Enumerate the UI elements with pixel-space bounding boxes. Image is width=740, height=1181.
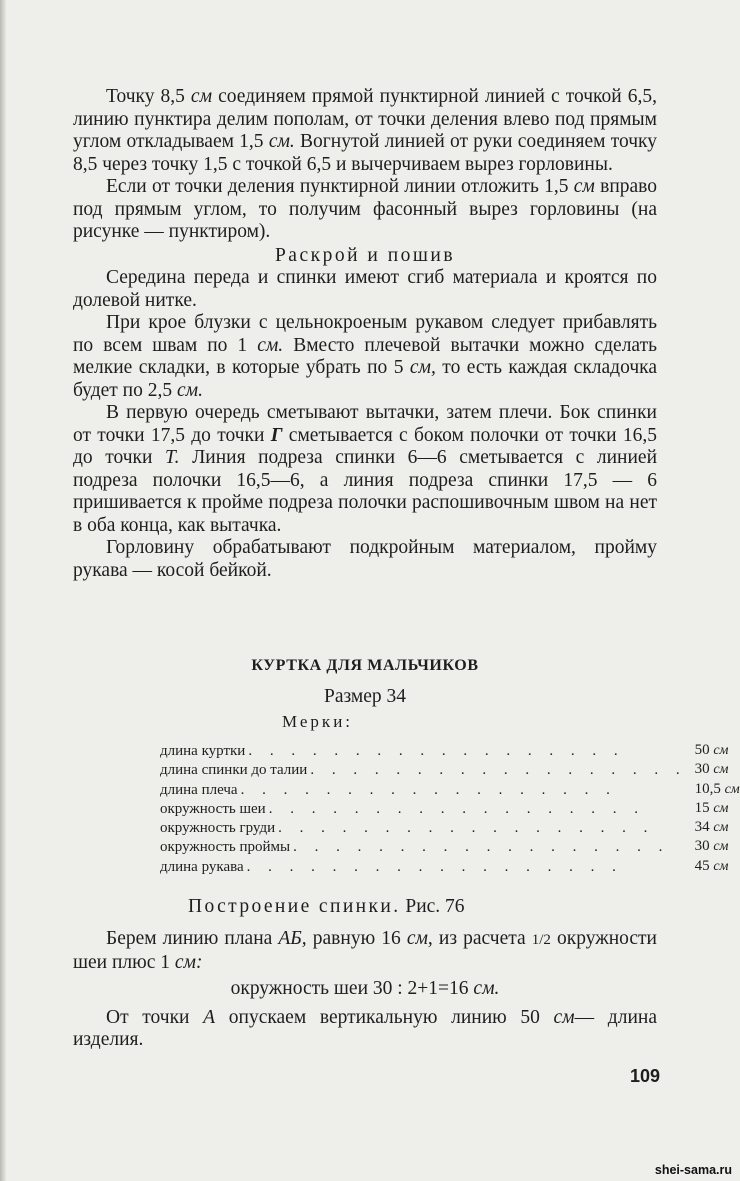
measure-label: длина рукава [160, 859, 247, 875]
measure-unit: см [713, 858, 729, 874]
measure-value: 50 [694, 742, 710, 758]
paragraph-seam-allowance: При крое блузки с цельнокроеным рукавом следует прибавлять по всем швам по 1 см. Вместо плечевой вытачки можно сделать мелкие складки, в которые убрать по 5 см, то есть каждая складочка будет по 2,5 см. [73, 312, 657, 401]
paragraph-fancy-neckline: Если от точки деления пунктирной линии отложить 1,5 см вправо под прямым углом, то получим фасонный вырез горловины (на рисунке — пунктиром). [73, 176, 657, 242]
leader-dots: . . . . . . . . . . . . . . . . . . [310, 762, 687, 779]
construction-title [188, 896, 465, 918]
figure-reference: Рис. 76 [400, 896, 465, 917]
measure-row [160, 818, 740, 837]
measure-row [160, 837, 740, 856]
bottom-text-block [73, 928, 657, 1052]
leader-dots: . . . . . . . . . . . . . . . . . . [246, 858, 623, 875]
measure-row [160, 857, 740, 876]
measure-row [160, 780, 740, 799]
measure-label: длина плеча [160, 782, 241, 798]
paragraph-basting: В первую очередь сметывают вытачки, затем плечи. Бок спинки от точки 17,5 до точки Г сметывается с боком полочки от точки 16,5 до точки Т. Линия подреза спинки 6—6 сметывается с линией подреза полочки 16,5—6, а линия подреза спинки 17,5 — 6 пришивается к пройме подреза полочки распошивочным швом на нет в оба конца, как вытачка. [73, 402, 657, 536]
measure-unit: см [713, 743, 729, 758]
section-title-cutting-sewing: Раскрой и пошив [274, 244, 456, 266]
measure-unit: см [713, 820, 729, 836]
measure-label: длина спинки до талии [160, 762, 310, 778]
measure-label: длина куртки [160, 743, 248, 759]
measure-row [160, 741, 740, 760]
measures-title: Мерки: [282, 712, 354, 731]
top-text-block [73, 86, 657, 582]
measure-row [160, 760, 740, 779]
measure-value: 34 [694, 819, 710, 836]
measure-label: окружность проймы [160, 839, 293, 855]
measure-unit: см [724, 781, 740, 797]
measure-unit: см [713, 839, 729, 855]
leader-dots: . . . . . . . . . . . . . . . . . . [293, 839, 670, 856]
leader-dots: . . . . . . . . . . . . . . . . . . [268, 800, 645, 817]
measure-value: 10,5 [694, 780, 721, 797]
paragraph-vertical-line: От точки А опускаем вертикальную линию 50 см— длина изделия. [73, 1006, 657, 1050]
measures-table [160, 741, 740, 876]
fraction-half: 1/2 [531, 932, 551, 948]
paragraph-neckline-construction: Точку 8,5 см соединяем прямой пунктирной линией с точкой 6,5, линию пунктира делим пополам, от точки деления влево под прямым углом откладываем 1,5 см. Вогнутой линией от руки соединяем точку 8,5 через точку 1,5 с точкой 6,5 и вычерчиваем вырез горловины. [73, 86, 657, 175]
measure-unit: см [713, 762, 729, 778]
paragraph-plan-line: Берем линию плана АБ, равную 16 см, из расчета 1/2 окружности шеи плюс 1 см: [73, 928, 657, 973]
heading-boys-jacket: КУРТКА ДЛЯ МАЛЬЧИКОВ [251, 657, 479, 674]
measure-value: 45 [694, 857, 710, 874]
measure-row [160, 799, 740, 818]
measure-value: 15 [694, 799, 710, 816]
measure-unit: см [713, 800, 729, 816]
site-watermark: shei-sama.ru [654, 1163, 732, 1177]
size-line: Размер 34 [323, 686, 407, 707]
paragraph-neck-finishing: Горловину обрабатывают подкройным материалом, пройму рукава — косой бейкой. [73, 537, 657, 581]
page-number: 109 [630, 1066, 661, 1086]
leader-dots: . . . . . . . . . . . . . . . . . . [240, 781, 617, 798]
measure-label: окружность шеи [160, 801, 269, 817]
measure-label: окружность груди [160, 820, 278, 836]
leader-dots: . . . . . . . . . . . . . . . . . . [278, 820, 655, 837]
measure-value: 30 [694, 761, 710, 778]
paragraph-fold: Середина переда и спинки имеют сгиб материала и кроятся по долевой нитке. [73, 267, 657, 311]
measure-value: 30 [694, 838, 710, 855]
construction-title-text: Построение спинки. [188, 896, 401, 917]
page-binding-edge [0, 0, 6, 1181]
formula-line: окружность шеи 30 : 2+1=16 см. [230, 978, 500, 999]
leader-dots: . . . . . . . . . . . . . . . . . . [248, 743, 625, 759]
